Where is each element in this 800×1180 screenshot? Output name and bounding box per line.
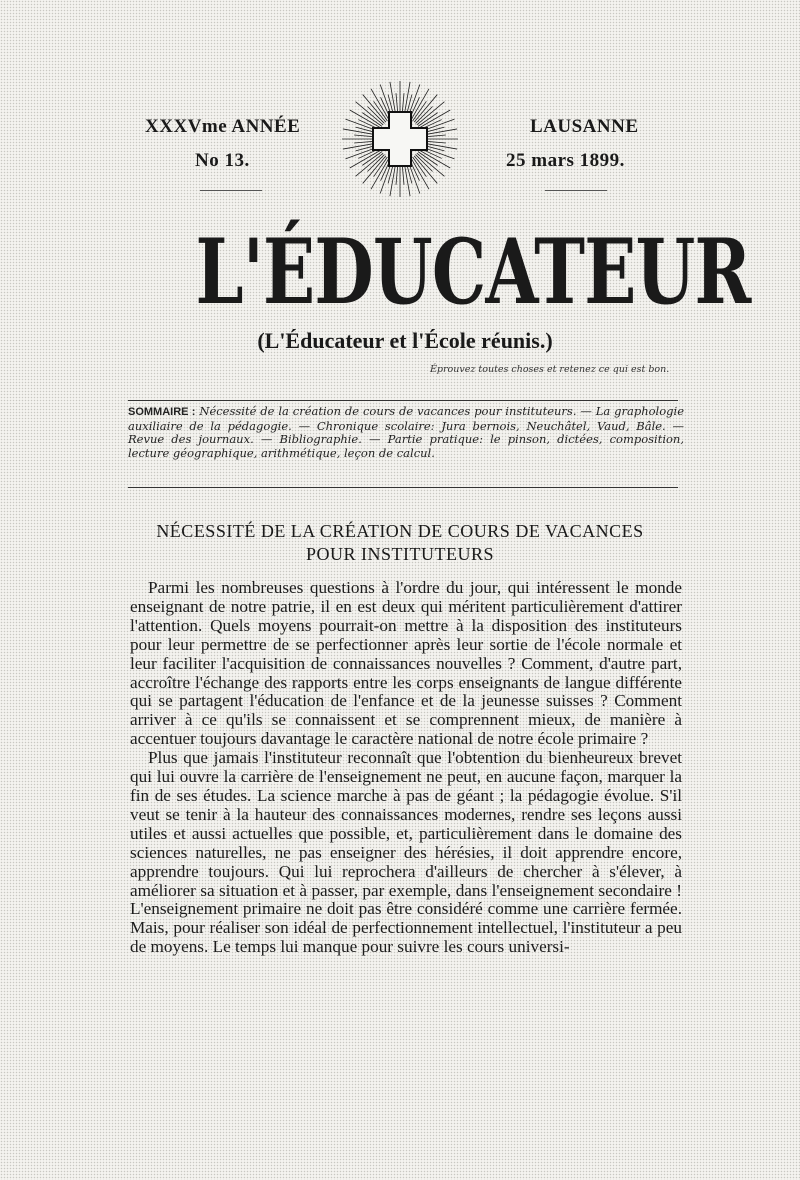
article-title-line-1: NÉCESSITÉ DE LA CRÉATION DE COURS DE VACANCES [156,521,644,541]
publication-date: 25 mars 1899. [506,150,625,171]
article-body [130,579,682,957]
sommaire [128,405,684,460]
divider-right [545,190,607,191]
divider-left [200,190,262,191]
emblem-ray [416,106,433,123]
issue-number: No 13. [195,150,250,171]
masthead-subtitle: (L'Éducateur et l'École réunis.) [257,328,553,353]
sommaire-top-rule [128,400,678,401]
emblem-ray [418,152,438,166]
article-paragraph: Plus que jamais l'instituteur reconnaît que l'obtention du bienheureux brevet qui lui ouvre la carrière de l'enseignement ne peut, en aucune façon, marquer la fin de ses études. La science marche à pas de géant ; la pédagogie évolue. S'il veut se tenir à la hauteur des connaissances modernes, rendre ses leçons aussi utiles et aussi actuelles que possible, et, particulièrement dans le domaine des sciences naturelles, ne pas enseigner des hérésies, il doit apprendre encore, apprendre toujours. Qui lui reprochera d'ailleurs de chercher à s'élever, à améliorer sa situation et à passer, par exemple, dans l'enseignement secondaire ! L'enseignement primaire ne doit pas être considéré comme une carrière fermée. Mais, pour réaliser son idéal de perfectionnement intellectuel, l'instituteur a peu de moyens. Le temps lui manque pour suivre les cours universi- [130,748,682,957]
article-paragraph: Parmi les nombreuses questions à l'ordre du jour, qui intéressent le monde enseignant de notre patrie, il en est deux qui méritent particulièrement d'attirer l'attention. Quels moyens pourrait-on mettre à la disposition des instituteurs pour leur permettre de se perfectionner après leur sortie de l'école normale et leur faciliter l'acquisition de connaissances nouvelles ? Comment, d'autre part, accroître l'échange des rapports entre les corps enseignants de langue différente qui se partagent l'éducation de l'enfance et de la jeunesse suisses ? Comment arriver à ce qu'ils se connaissent et se comprennent mieux, de manière à accentuer toujours davantage le caractère national de notre école primaire ? [130,578,682,749]
swiss-cross-emblem [340,80,460,200]
masthead-title: L'ÉDUCATEUR [195,219,751,325]
emblem-ray [413,157,427,177]
sommaire-label: SOMMAIRE : [128,406,196,418]
emblem-ray [413,101,427,121]
emblem-ray [367,155,384,172]
motto: Éprouvez toutes choses et retenez ce qui est bon. [430,364,670,375]
emblem-ray [416,155,433,172]
emblem-ray [362,152,382,166]
emblem-ray [374,101,388,121]
emblem-ray [418,113,438,127]
publication-city: LAUSANNE [530,116,639,137]
volume-year: XXXVme ANNÉE [145,116,301,137]
emblem-ray [367,106,384,123]
article-title [120,520,680,566]
sommaire-bottom-rule [128,487,678,488]
emblem-ray [362,113,382,127]
emblem-ray [374,157,388,177]
article-title-line-2: POUR INSTITUTEURS [305,544,494,564]
sommaire-text: Nécessité de la création de cours de vacances pour instituteurs. — La graphologie auxiliaire de la pédagogie. — Chronique scolaire: Jura bernois, Neuchâtel, Vaud, Bâle. — Revue des journaux. — Bibliographie. — Partie pratique: le pinson, dictées, composition, lecture géographique, arithmétique, leçon de calcul. [128,404,685,460]
